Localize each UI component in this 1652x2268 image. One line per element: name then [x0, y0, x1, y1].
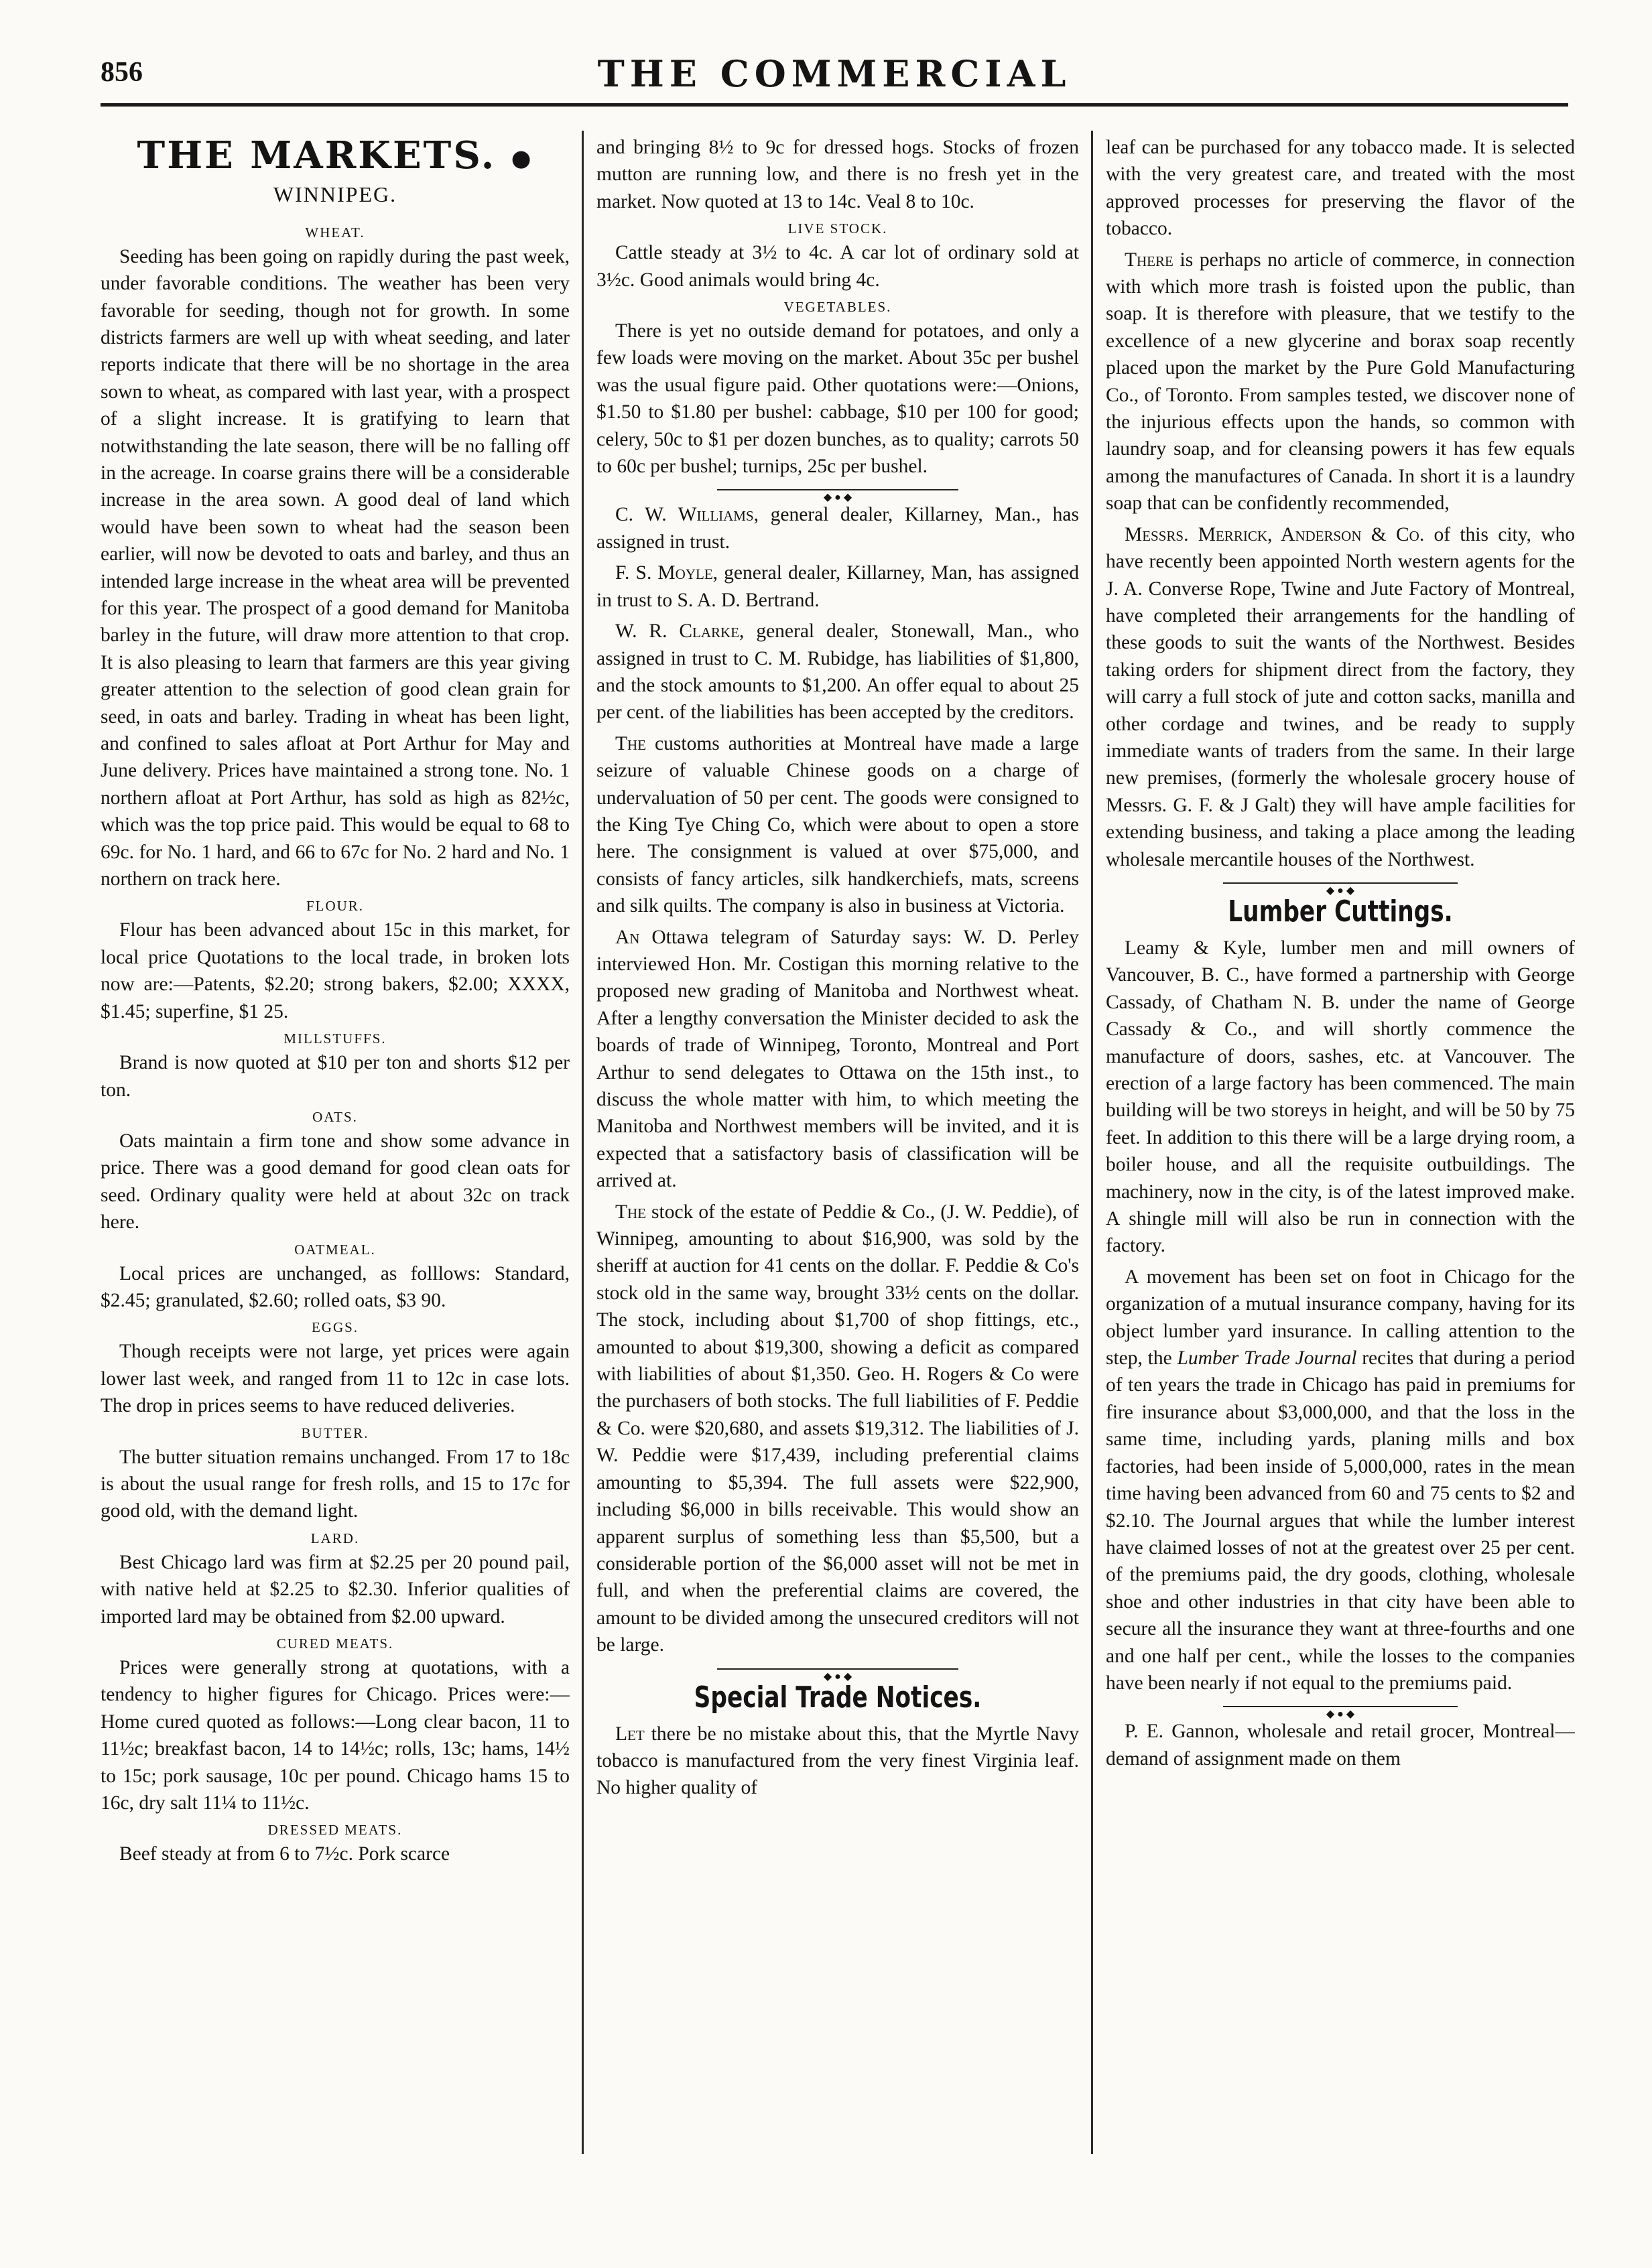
- eggs-report: Though receipts were not large, yet prices were again lower last week, and ranged from 11 to 12c in case lots. The drop in prices seems to have reduced deliveries.: [101, 1341, 570, 1417]
- business-note: The stock of the estate of Peddie & Co., (J. W. Peddie), of Winnipeg, amounting to about $16,900, was sold by the sheriff at auction for 41 cents on the dollar. F. Peddie & Co's stock old in the same way, brought 33½ cents on the dollar. The stock, including about $1,700 of shop fittings, etc., amounted to about $19,300, showing a deficit as compared with liabilities of about $1,350. Geo. H. Rogers & Co were the purchasers of both stocks. The full liabilities of F. Peddie & Co. were $20,680, and assets $19,312. The liabilities of J. W. Peddie were $17,439, including preferential claims amounting to $5,394. The full assets were $22,900, including $6,000 in bills receivable. This would show an apparent surplus of something less than $5,500, but a considerable portion of the $6,000 asset will not be met in full, and when the preferential claims are covered, the amount to be divided among the unsecured creditors will not be large.: [596, 1201, 1079, 1656]
- live-stock-subhead: LIVE STOCK.: [787, 220, 888, 237]
- lard-subhead: LARD.: [310, 1530, 360, 1546]
- myrtle-navy-notice: Let there be no mistake about this, that the Myrtle Navy tobacco is manufactured from the very finest Virginia leaf. No higher quality of: [596, 1723, 1079, 1799]
- flour-report: Flour has been advanced about 15c in this market, for local price Quotations to the local trade, in broken lots now are:—Patents, $2.20; strong bakers, $2.00; XXXX, $1.45; superfine, $1 25.: [101, 919, 570, 1022]
- oats-subhead: OATS.: [312, 1108, 358, 1125]
- eggs-subhead: EGGS.: [311, 1319, 359, 1336]
- lumber-paragraph: A movement has been set on foot in Chicago for the organization of a mutual insurance company, having for its object lumber yard insurance. In calling attention to the step, the Lumber Trade Journal recites that during a period of ten years the trade in Chicago has paid in premiums for fire insurance about $3,000,000, and that the loss in the same time, including yards, planing mills and box factories, had been inside of 5,000,000, rates in the mean time having been advanced from 60 and 75 cents to $2 and $2.10. The Journal argues that while the lumber interest have claimed losses of not at the greatest over 25 per cent. of the premiums paid, the dry goods, clothing, wholesale shoe and other industries in that city have been able to secure all the insurance they want at three-fourths and one and one half per cent., while the losses to the companies have been nearly if not equal to the premiums paid.: [1106, 1266, 1575, 1694]
- oatmeal-subhead: OATMEAL.: [294, 1241, 376, 1258]
- lumber-paragraph: Leamy & Kyle, lumber men and mill owners of Vancouver, B. C., have formed a partnership with George Cassady, of Chatham N. B. under the name of George Cassady & Co., and will shortly commence the manufacture of doors, sashes, etc. at Vancouver. The erection of a large factory has been commenced. The main building will be two storeys in height, and will be 50 by 75 feet. In addition to this there will be a large drying room, a boiler house, and all the requisite outbuildings. The machinery, now in the city, is of the latest improved make. A shingle mill will also be run in connection with the factory.: [1106, 937, 1575, 1257]
- markets-city: WINNIPEG.: [273, 182, 397, 207]
- flour-subhead: FLOUR.: [306, 898, 365, 915]
- live-stock-report: Cattle steady at 3½ to 4c. A car lot of ordinary sold at 3½c. Good animals would bring 4c.: [596, 242, 1079, 291]
- business-note: F. S. Moyle, general dealer, Killarney, Man, has assigned in trust to S. A. D. Bertrand.: [596, 562, 1079, 611]
- column-2: [596, 134, 1079, 2144]
- page-header: [101, 52, 1568, 107]
- vegetables-report: There is yet no outside demand for potatoes, and only a few loads were moving on the market. About 35c per bushel was the usual figure paid. Other quotations were:—Onions, $1.50 to $1.80 per bushel: cabbage, $10 per 100 for good; celery, 50c to $1 per dozen bunches, as to quality; carrots 50 to 60c per bushel; turnips, 25c per bushel.: [596, 320, 1079, 478]
- section-divider: ◆ ● ◆: [596, 486, 1079, 493]
- markets-title: THE MARKETS. ●: [137, 134, 533, 178]
- cured-meats-report: Prices were generally strong at quotations, with a tendency to higher figures for Chicago. Prices were:—Home cured quoted as follows:—Long clear bacon, 11 to 11½c; breakfast bacon, 14 to 14½c; rolls, 13c; hams, 14½ to 15c; pork sausage, 10c per pound. Chicago hams 15 to 16c, dry salt 11¼ to 11½c.: [101, 1657, 570, 1814]
- dressed-meats-subhead: DRESSED MEATS.: [267, 1822, 403, 1839]
- column-rule-right: [1091, 131, 1093, 2154]
- business-note: The customs authorities at Montreal have made a large seizure of valuable Chinese goods on a charge of undervaluation of 50 per cent. The goods were consigned to the King Tye Ching Co, which were about to open a store here. The consignment is valued at over $75,000, and consists of fancy articles, silk handkerchiefs, mats, screens and silk quilts. The company is also in business at Victoria.: [596, 732, 1079, 917]
- oats-report: Oats maintain a firm tone and show some advance in price. There was a good demand for good clean oats for seed. Ordinary quality were held at about 32c on track here.: [101, 1130, 570, 1233]
- business-note: An Ottawa telegram of Saturday says: W. D. Perley interviewed Hon. Mr. Costigan this morning relative to the proposed new grading of Manitoba and Northwest wheat. After a lengthy conversation the Minister decided to ask the boards of trade of Winnipeg, Toronto, Montreal and Port Arthur to send delegates to Ottawa on the 15th inst., to discuss the whole matter with him, to which meeting the Manitoba and Northwest members will be invited, and it is expected that a satisfactory basis of classification will be arrived at.: [596, 926, 1079, 1192]
- column-rule-left: [582, 131, 584, 2154]
- dressed-meats-report: Beef steady at from 6 to 7½c. Pork scarce: [119, 1843, 450, 1865]
- lard-report: Best Chicago lard was firm at $2.25 per 20 pound pail, with native held at $2.25 to $2.30. Inferior qualities of imported lard may be obtained from $2.00 upward.: [101, 1551, 570, 1627]
- oatmeal-report: Local prices are unchanged, as folllows: Standard, $2.45; granulated, $2.60; rolled oats, $3 90.: [101, 1262, 570, 1311]
- section-divider: ◆ ● ◆: [596, 1666, 1079, 1672]
- special-trade-notices-heading: Special Trade Notices.: [694, 1680, 982, 1715]
- wheat-subhead: WHEAT.: [305, 224, 365, 241]
- column-3: [1106, 134, 1575, 2144]
- butter-subhead: BUTTER.: [301, 1424, 369, 1441]
- business-note: C. W. Williams, general dealer, Killarney, Man., has assigned in trust.: [596, 504, 1079, 553]
- lumber-cuttings-heading: Lumber Cuttings.: [1228, 894, 1453, 929]
- lumber-paragraph: P. E. Gannon, wholesale and retail grocer, Montreal—demand of assignment made on them: [1106, 1721, 1575, 1770]
- soap-notice: There is perhaps no article of commerce, in connection with which more trash is foisted upon the public, than soap. It is therefore with pleasure, that we testify to the excellence of a new glycerine and borax soap recently placed upon the market by the Pure Gold Manufacturing Co., of Toronto. From samples tested, we discover none of the injurious effects upon the hands, so common with laundry soap, and for cleansing powers it has few equals among the manufactures of Canada. In short it is a laundry soap that can be confidently recommended,: [1106, 249, 1575, 515]
- cured-meats-subhead: CURED MEATS.: [276, 1636, 394, 1652]
- column-1: [101, 134, 570, 2144]
- wheat-report: Seeding has been going on rapidly during the past week, under favorable conditions. The weather has been very favorable for seeding, though not for growth. In some districts farmers are well up with wheat seeding, and later reports indicate that there will be no shortage in the area sown to wheat, as compared with last year, with a prospect of a slight increase. It is gratifying to learn that notwithstanding the late season, there will be no falling off in the acreage. In coarse grains there will be a considerable increase in the area sown. A good deal of land which would have been sown to wheat had the season been earlier, will now be devoted to oats and barley, and thus an intended large increase in the wheat area will be prevented for this year. The prospect of a good demand for Manitoba barley in the future, will draw more attention to that crop. It is also pleasing to learn that farmers are this year giving greater attention to the selection of good clean grain for seed, in oats and barley. Trading in wheat has been light, and confined to sales afloat at Port Arthur for May and June delivery. Prices have maintained a strong tone. No. 1 northern afloat at Port Arthur, has sold as high as 82½c, which was the top price paid. This would be equal to 68 to 69c. for No. 1 hard, and 66 to 67c for No. 2 hard and No. 1 northern on track here.: [101, 245, 570, 890]
- business-note: W. R. Clarke, general dealer, Stonewall, Man., who assigned in trust to C. M. Rubidge, has liabilities of $1,800, and the stock amounts to $1,200. An offer equal to about 25 per cent. of the liabilities has been accepted by the creditors.: [596, 620, 1079, 724]
- page-number: 856: [101, 57, 143, 88]
- dressed-meats-continued: and bringing 8½ to 9c for dressed hogs. Stocks of frozen mutton are running low, and there is no fresh yet in the market. Now quoted at 13 to 14c. Veal 8 to 10c.: [596, 137, 1079, 212]
- myrtle-navy-continued: leaf can be purchased for any tobacco made. It is selected with the very greatest care, and treated with the most approved processes for preserving the flavor of the tobacco.: [1106, 137, 1575, 240]
- merrick-notice: Messrs. Merrick, Anderson & Co. of this city, who have recently been appointed North western agents for the J. A. Converse Rope, Twine and Jute Factory of Montreal, have completed their arrangements for the handling of these goods to suit the wants of the Northwest. Besides taking orders for shipment direct from the factory, they will carry a full stock of jute and cotton sacks, manilla and other cordage and twines, and be ready to supply immediate wants of traders from the same. In their large new premises, (formerly the wholesale grocery house of Messrs. G. F. & J Galt) they will have ample facilities for extending business, and taking a place among the leading wholesale mercantile houses of the Northwest.: [1106, 523, 1575, 870]
- butter-report: The butter situation remains unchanged. From 17 to 18c is about the usual range for fresh rolls, and 15 to 17c for good old, with the demand light.: [101, 1446, 570, 1522]
- vegetables-subhead: VEGETABLES.: [783, 299, 892, 316]
- section-divider: ◆ ● ◆: [1106, 880, 1575, 886]
- masthead-title: THE COMMERCIAL: [597, 52, 1072, 95]
- millstuffs-report: Brand is now quoted at $10 per ton and shorts $12 per ton.: [101, 1052, 570, 1101]
- millstuffs-subhead: MILLSTUFFS.: [283, 1030, 387, 1047]
- section-divider: ◆ ● ◆: [1106, 1703, 1575, 1710]
